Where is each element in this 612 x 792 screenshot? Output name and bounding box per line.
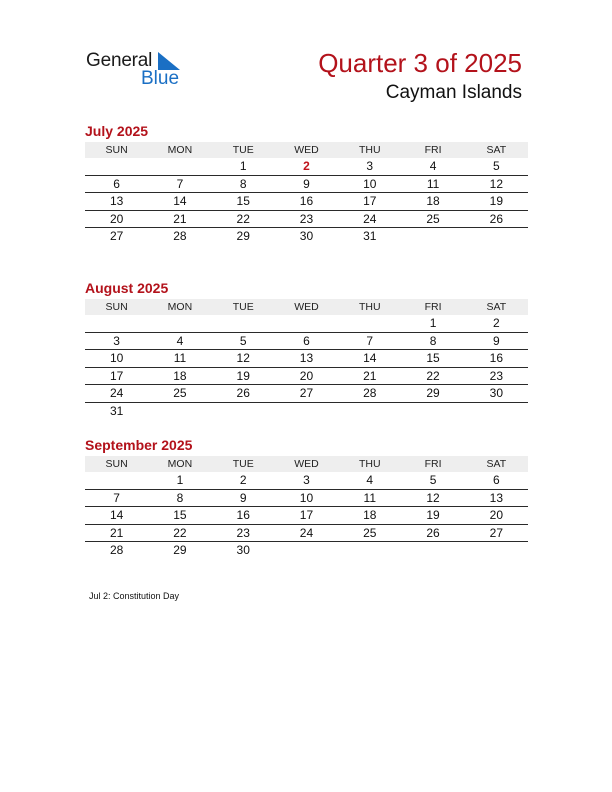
day-cell: 1 xyxy=(176,473,184,487)
day-cell: 30 xyxy=(489,386,503,400)
weekday-header xyxy=(85,456,528,472)
empty-day-cell xyxy=(275,315,338,332)
day-cell: 1 xyxy=(239,159,247,173)
weekday-label: SUN xyxy=(105,144,128,156)
month-grid xyxy=(85,315,528,420)
day-cell: 17 xyxy=(299,508,314,522)
week-row xyxy=(85,368,528,386)
week-row xyxy=(85,176,528,194)
day-cell: 7 xyxy=(366,333,374,348)
day-cell: 7 xyxy=(113,490,120,505)
empty-day-cell xyxy=(465,403,528,421)
logo-text-blue: Blue xyxy=(141,68,180,89)
day-cell: 14 xyxy=(363,351,377,365)
day-cell: 18 xyxy=(426,194,440,208)
day-cell: 6 xyxy=(303,333,310,348)
week-row xyxy=(85,542,528,560)
day-cell: 20 xyxy=(109,211,124,226)
empty-day-cell xyxy=(212,403,275,421)
week-row xyxy=(85,472,528,490)
weekday-label: WED xyxy=(294,301,319,313)
day-cell: 14 xyxy=(109,508,124,522)
day-cell: 12 xyxy=(236,351,250,365)
week-row xyxy=(85,228,528,246)
weekday-label: MON xyxy=(167,301,193,313)
day-cell: 11 xyxy=(363,490,376,505)
empty-day-cell xyxy=(465,542,528,560)
empty-day-cell xyxy=(338,403,401,421)
day-cell: 8 xyxy=(176,490,184,505)
day-cell: 3 xyxy=(303,473,310,487)
weekday-label: SUN xyxy=(105,301,128,313)
weekday-label: WED xyxy=(294,144,319,156)
day-cell: 16 xyxy=(299,194,314,208)
day-cell: 2 xyxy=(239,473,247,487)
empty-day-cell xyxy=(148,403,211,421)
day-cell: 25 xyxy=(426,211,440,226)
logo-text-general: General xyxy=(86,50,153,71)
day-cell: 21 xyxy=(173,211,187,226)
day-cell: 27 xyxy=(299,386,314,400)
month-grid xyxy=(85,472,528,560)
day-cell: 14 xyxy=(173,194,187,208)
week-row xyxy=(85,158,528,176)
day-cell: 22 xyxy=(173,525,187,540)
day-cell: 4 xyxy=(366,473,374,487)
day-cell: 30 xyxy=(236,543,250,557)
day-cell: 3 xyxy=(113,333,120,348)
day-cell: 24 xyxy=(299,525,314,540)
weekday-label: FRI xyxy=(424,301,442,313)
day-cell: 19 xyxy=(236,368,250,383)
week-row xyxy=(85,403,528,421)
day-cell: 7 xyxy=(176,176,184,191)
week-row xyxy=(85,350,528,368)
month-title: July 2025 xyxy=(85,123,149,139)
day-cell: 26 xyxy=(236,386,250,400)
day-cell: 29 xyxy=(236,229,250,243)
day-cell: 15 xyxy=(426,351,440,365)
day-cell: 2 xyxy=(303,159,310,173)
week-row xyxy=(85,193,528,211)
day-cell: 29 xyxy=(426,386,440,400)
month-calendar-august xyxy=(85,279,528,420)
day-cell: 5 xyxy=(239,333,247,348)
weekday-header xyxy=(85,142,528,158)
day-cell: 4 xyxy=(429,159,437,173)
month-calendar-september xyxy=(85,436,528,560)
day-cell: 30 xyxy=(299,229,314,243)
day-cell: 31 xyxy=(363,229,377,243)
day-cell: 18 xyxy=(363,508,377,522)
day-cell: 16 xyxy=(236,508,250,522)
day-cell: 15 xyxy=(236,194,250,208)
empty-day-cell xyxy=(85,472,148,489)
day-cell: 10 xyxy=(109,351,124,365)
page-title: Quarter 3 of 2025 xyxy=(318,48,522,78)
empty-day-cell xyxy=(212,315,275,332)
day-cell: 25 xyxy=(173,386,187,400)
month-calendar-july xyxy=(85,122,528,246)
brand-logo xyxy=(86,50,186,90)
day-cell: 21 xyxy=(363,368,377,383)
week-row xyxy=(85,507,528,525)
weekday-label: SUN xyxy=(105,458,128,470)
day-cell: 24 xyxy=(109,386,124,400)
day-cell: 6 xyxy=(492,473,500,487)
day-cell: 29 xyxy=(173,543,187,557)
day-cell: 12 xyxy=(489,176,503,191)
day-cell: 23 xyxy=(236,525,250,540)
day-cell: 19 xyxy=(426,508,440,522)
day-cell: 18 xyxy=(173,368,187,383)
empty-day-cell xyxy=(275,542,338,560)
day-cell: 8 xyxy=(429,333,437,348)
week-row xyxy=(85,315,528,333)
week-row xyxy=(85,333,528,351)
day-cell: 20 xyxy=(299,368,314,383)
week-row xyxy=(85,385,528,403)
weekday-label: SAT xyxy=(486,144,507,156)
day-cell: 27 xyxy=(109,229,124,243)
empty-day-cell xyxy=(465,228,528,246)
empty-day-cell xyxy=(148,315,211,332)
empty-day-cell xyxy=(275,403,338,421)
day-cell: 28 xyxy=(109,543,124,557)
day-cell: 3 xyxy=(366,159,374,173)
day-cell: 25 xyxy=(363,525,377,540)
day-cell: 24 xyxy=(363,211,377,226)
day-cell: 19 xyxy=(489,194,503,208)
day-cell: 2 xyxy=(492,316,500,330)
day-cell: 26 xyxy=(489,211,503,226)
day-cell: 15 xyxy=(173,508,187,522)
weekday-label: MON xyxy=(167,144,193,156)
day-cell: 9 xyxy=(492,333,500,348)
day-cell: 13 xyxy=(109,194,124,208)
weekday-label: THU xyxy=(358,144,381,156)
empty-day-cell xyxy=(401,228,464,246)
holiday-notes xyxy=(89,591,179,601)
month-title: September 2025 xyxy=(85,437,193,453)
weekday-label: TUE xyxy=(232,301,254,313)
day-cell: 11 xyxy=(426,176,440,191)
weekday-label: SAT xyxy=(486,301,507,313)
day-cell: 22 xyxy=(426,368,440,383)
day-cell: 10 xyxy=(299,490,314,505)
day-cell: 28 xyxy=(173,229,187,243)
empty-day-cell xyxy=(148,158,211,175)
day-cell: 17 xyxy=(363,194,377,208)
day-cell: 8 xyxy=(239,176,247,191)
weekday-label: MON xyxy=(167,458,193,470)
day-cell: 26 xyxy=(426,525,440,540)
day-cell: 28 xyxy=(363,386,377,400)
empty-day-cell xyxy=(338,315,401,332)
day-cell: 16 xyxy=(489,351,503,365)
empty-day-cell xyxy=(401,403,464,421)
day-cell: 17 xyxy=(109,368,124,383)
weekday-label: WED xyxy=(294,458,319,470)
day-cell: 9 xyxy=(239,490,247,505)
empty-day-cell xyxy=(401,542,464,560)
empty-day-cell xyxy=(85,158,148,175)
week-row xyxy=(85,490,528,508)
day-cell: 11 xyxy=(173,351,187,365)
day-cell: 31 xyxy=(109,403,124,418)
weekday-label: SAT xyxy=(486,458,507,470)
day-cell: 12 xyxy=(426,490,440,505)
day-cell: 20 xyxy=(489,508,503,522)
weekday-label: FRI xyxy=(424,458,442,470)
day-cell: 27 xyxy=(489,525,503,540)
day-cell: 21 xyxy=(109,525,124,540)
empty-day-cell xyxy=(85,315,148,332)
day-cell: 23 xyxy=(299,211,314,226)
holiday-note: Jul 2: Constitution Day xyxy=(89,591,180,601)
week-row xyxy=(85,211,528,229)
day-cell: 5 xyxy=(492,159,500,173)
weekday-label: THU xyxy=(358,301,381,313)
day-cell: 23 xyxy=(489,368,503,383)
day-cell: 22 xyxy=(236,211,250,226)
weekday-label: THU xyxy=(358,458,381,470)
day-cell: 5 xyxy=(429,473,437,487)
weekday-label: TUE xyxy=(232,144,254,156)
day-cell: 1 xyxy=(429,316,437,330)
weekday-label: FRI xyxy=(424,144,442,156)
month-title: August 2025 xyxy=(85,280,169,296)
day-cell: 13 xyxy=(299,351,314,365)
day-cell: 4 xyxy=(176,333,184,348)
day-cell: 10 xyxy=(363,176,377,191)
day-cell: 6 xyxy=(113,176,120,191)
weekday-label: TUE xyxy=(232,458,254,470)
month-grid xyxy=(85,158,528,246)
week-row xyxy=(85,525,528,543)
empty-day-cell xyxy=(338,542,401,560)
day-cell: 9 xyxy=(303,176,310,191)
day-cell: 13 xyxy=(489,490,503,505)
weekday-header xyxy=(85,299,528,315)
page-subtitle: Cayman Islands xyxy=(385,82,522,103)
